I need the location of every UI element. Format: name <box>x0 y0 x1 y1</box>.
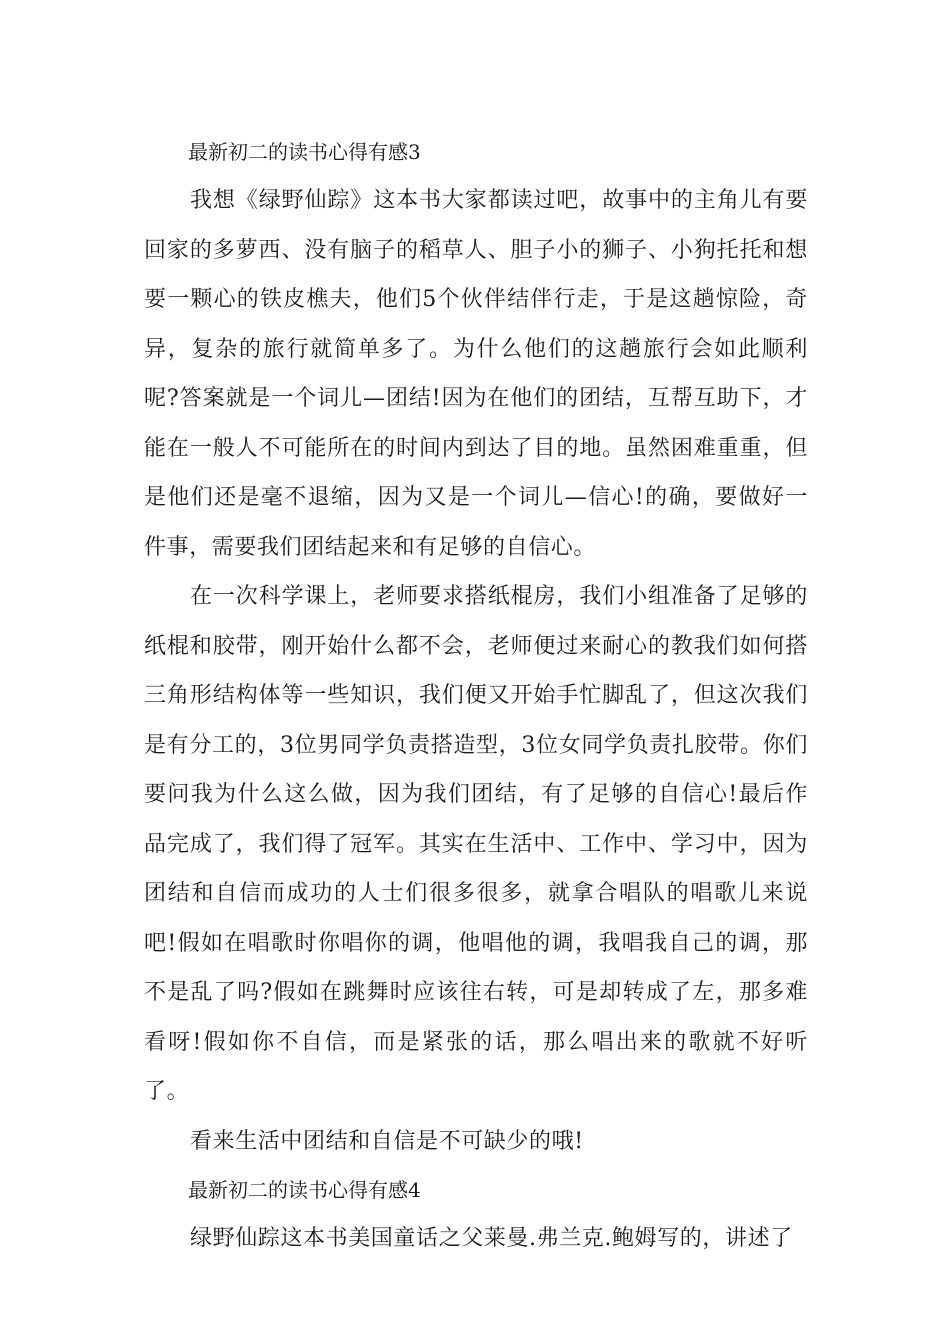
paragraph-1: 我想《绿野仙踪》这本书大家都读过吧，故事中的主角儿有要回家的多萝西、没有脑子的稻草人、胆子小的狮子、小狗托托和想要一颗心的铁皮樵夫，他们5个伙伴结伴行走，于是这趟惊险，奇异，复杂的旅行就简单多了。为什么他们的这趟旅行会如此顺利呢?答案就是一个词儿—团结!因为在他们的团结，互帮互助下，才能在一般人不可能所在的时间内到达了目的地。虽然困难重重，但是他们还是毫不退缩，因为又是一个词儿—信心!的确，要做好一件事，需要我们团结起来和有足够的自信心。 <box>144 188 808 560</box>
paragraph-4: 绿野仙踪这本书美国童话之父莱曼.弗兰克.鲍姆写的，讲述了 <box>190 1226 793 1251</box>
section-heading-4: 最新初二的读书心得有感4 <box>188 1178 421 1202</box>
document-page <box>144 128 808 1264</box>
section-heading-3: 最新初二的读书心得有感3 <box>188 140 421 164</box>
paragraph-3: 看来生活中团结和自信是不可缺少的哦! <box>190 1128 584 1154</box>
paragraph-2: 在一次科学课上，老师要求搭纸棍房，我们小组准备了足够的纸棍和胶带，刚开始什么都不会，老师便过来耐心的教我们如何搭三角形结构体等一些知识，我们便又开始手忙脚乱了，但这次我们是有分工的，3位男同学负责搭造型，3位女同学负责扎胶带。你们要问我为什么这么做，因为我们团结，有了足够的自信心!最后作品完成了，我们得了冠军。其实在生活中、工作中、学习中，因为团结和自信而成功的人士们很多很多，就拿合唱队的唱歌儿来说吧!假如在唱歌时你唱你的调，他唱他的调，我唱我自己的调，那不是乱了吗?假如在跳舞时应该往右转，可是却转成了左，那多难看呀!假如你不自信，而是紧张的话，那么唱出来的歌就不好听了。 <box>144 584 808 1104</box>
